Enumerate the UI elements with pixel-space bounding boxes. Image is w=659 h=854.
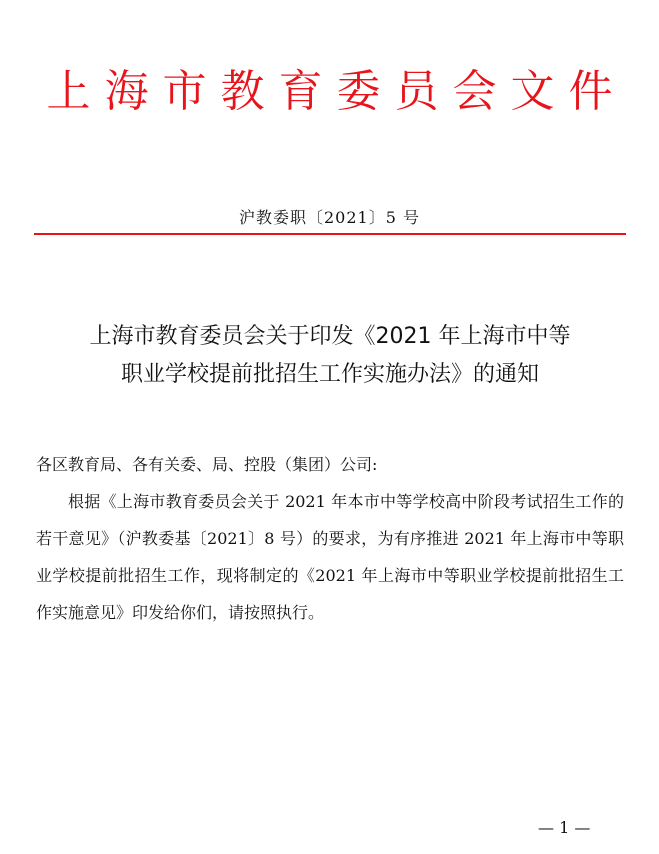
notice-title-line-2: 职业学校提前批招生工作实施办法》的通知 (120, 362, 539, 387)
salutation: 各区教育局、各有关委、局、控股（集团）公司: (36, 455, 378, 474)
document-number: 沪教委职〔2021〕5 号 (239, 208, 420, 227)
notice-title-line-1: 上海市教育委员会关于印发《2021 年上海市中等 (89, 324, 571, 349)
document-header-title: 上海市教育委员会文件 (46, 66, 627, 117)
notice-body (36, 446, 624, 631)
page-number: — 1 — (538, 818, 591, 837)
notice-title (40, 318, 620, 394)
red-divider-line (34, 233, 626, 235)
body-paragraph: 根据《上海市教育委员会关于 2021 年本市中等学校高中阶段考试招生工作的若干意见》（沪教委基〔2021〕8 号）的要求，为有序推进 2021 年上海市中等职业学校提前批招生工作，现将制定的《2021 年上海市中等职业学校提前批招生工作实施意见》印发给你们，请按照执行。 (36, 492, 624, 622)
